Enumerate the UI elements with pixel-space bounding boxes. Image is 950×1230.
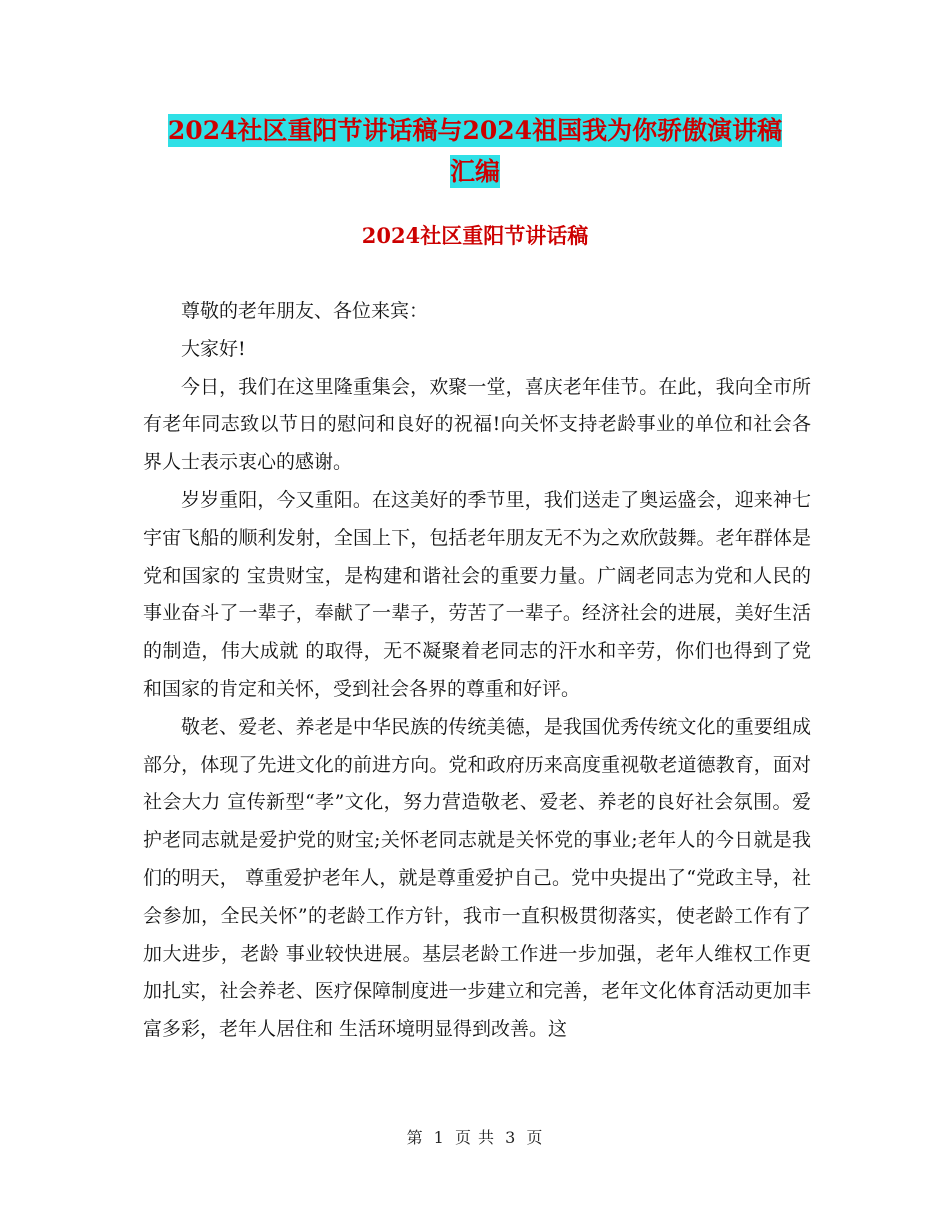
footer-page-number: 1 xyxy=(433,1128,445,1147)
document-title-line-2 xyxy=(140,151,810,193)
paragraph: 今日，我们在这里隆重集会，欢聚一堂，喜庆老年佳节。在此，我向全市所有老年同志致以节日的慰问和良好的祝福!向关怀支持老龄事业的单位和社会各界人士表示衷心的感谢。 xyxy=(143,375,811,474)
footer-total-pages: 3 xyxy=(505,1128,517,1147)
document-title-line-1 xyxy=(140,110,810,152)
salutation: 尊敬的老年朋友、各位来宾： xyxy=(181,300,429,322)
footer-prefix: 第 xyxy=(406,1128,424,1147)
section-heading: 2024社区重阳节讲话稿 xyxy=(361,223,589,248)
title-highlight: 2024社区重阳节讲话稿与2024祖国我为你骄傲演讲稿 xyxy=(167,116,783,145)
footer-suffix: 页 xyxy=(526,1128,544,1147)
paragraph: 岁岁重阳，今又重阳。在这美好的季节里，我们送走了奥运盛会，迎来神七宇宙飞船的顺利发射，全国上下，包括老年朋友无不为之欢欣鼓舞。老年群体是党和国家的 宝贵财宝，是构建和谐社会的重要力量。广阔老同志为党和人民的事业奋斗了一辈子，奉献了一辈子，劳苦了一辈子。经济社会的进展，美好生活的制造，伟大成就 的取得，无不凝聚着老同志的汗水和辛劳，你们也得到了党和国家的肯定和关怀，受到社会各界的尊重和好评。 xyxy=(143,488,811,700)
footer-middle: 页 共 xyxy=(454,1128,496,1147)
paragraph: 敬老、爱老、养老是中华民族的传统美德，是我国优秀传统文化的重要组成部分，体现了先进文化的前进方向。党和政府历来高度重视敬老道德教育，面对社会大力 宣传新型“孝”文化，努力营造敬老、爱老、养老的良好社会氛围。爱护老同志就是爱护党的财宝;关怀老同志就是关怀党的事业;老年人的今日就是我们的明天， 尊重爱护老年人，就是尊重爱护自己。党中央提出了“党政主导，社会参加，全民关怀”的老龄工作方针，我市一直积极贯彻落实，使老龄工作有了加大进步，老龄 事业较快进展。基层老龄工作进一步加强，老年人维权工作更加扎实，社会养老、医疗保障制度进一步建立和完善，老年文化体育活动更加丰富多彩，老年人居住和 生活环境明显得到改善。这 xyxy=(143,715,811,1041)
title-highlight: 汇编 xyxy=(449,157,500,186)
body-text xyxy=(143,293,811,1049)
page-footer xyxy=(0,1125,950,1148)
greeting: 大家好! xyxy=(181,337,246,360)
